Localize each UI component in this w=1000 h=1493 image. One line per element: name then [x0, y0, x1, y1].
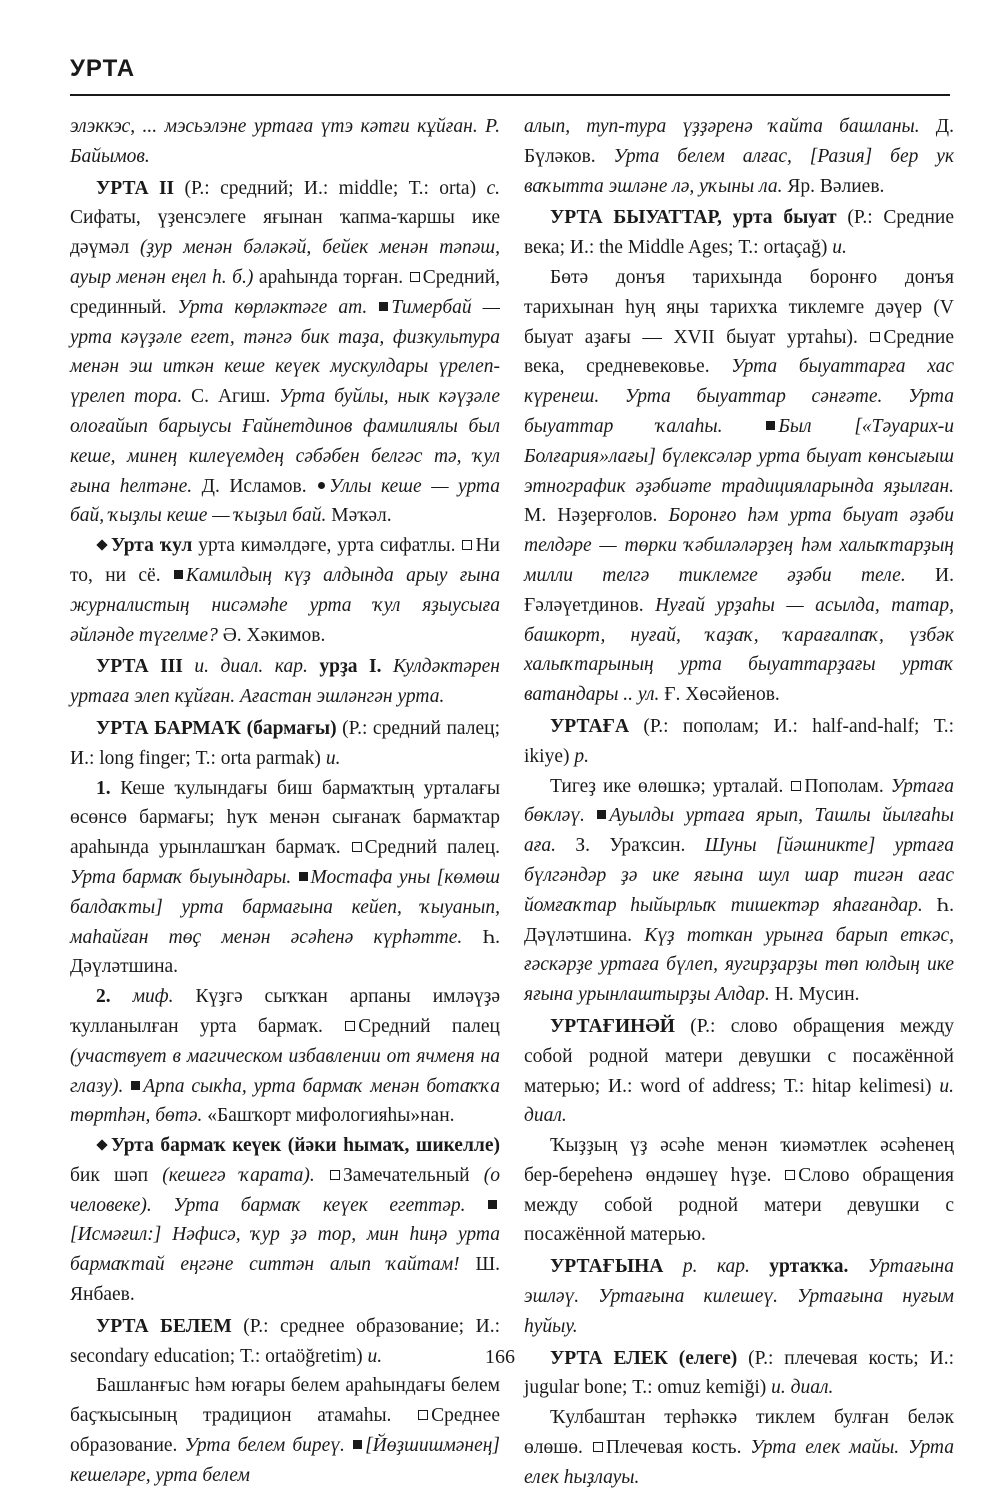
quote: Нуғай урҙаһы — асылда, татар, башкорт, нуғай, ҡаҙаҡ, ҡарағалпаҡ, үзбәк халыҡтарының урта быуаттарҙағы уртаҡ ватандары .. ул.	[524, 594, 955, 706]
quote-marker-icon	[766, 421, 775, 430]
example: Урта белем биреү.	[184, 1435, 353, 1457]
languages: (Р.: Средние века; И.: the Middle Ages; Т.: ortaçağ)	[524, 207, 955, 259]
author: Яр. Вәлиев.	[782, 175, 885, 197]
definition: Тигеҙ ике өлөшкә; урталай.	[550, 775, 791, 797]
definition: Ҡыҙҙың үҙ әсәһе менән ҡиәмәтлек әсәһенең бер-береһенә өндәшеү һүҙе.	[524, 1135, 954, 1186]
entry-continuation	[524, 112, 954, 201]
author: Ә. Хәкимов.	[217, 624, 326, 646]
quote-marker-icon	[379, 302, 388, 311]
definition: бик шәп	[70, 1164, 163, 1186]
quote: Был [«Тәуарих-и Болғария»лағы] бүлексәләр урта быуат көнсығыш этнографик әҙәбиәте традицияларында яҙылған.	[524, 415, 954, 497]
definition-paragraph	[524, 772, 954, 1010]
languages: (Р.: средний; И.: middle; Т.: orta)	[174, 177, 487, 199]
translation: Среднее образование.	[70, 1405, 500, 1457]
translation-marker-icon	[352, 842, 362, 852]
definition-note: (ҙур менән бәләкәй, бейек менән тәпәш, ауыр менән еңел һ. б.)	[70, 237, 500, 288]
translation-marker-icon	[345, 1021, 355, 1031]
translation: Замечательный	[342, 1164, 484, 1186]
headword: УРТА БЕЛЕМ	[96, 1315, 232, 1337]
example: Урта елек майы. Урта елек һыҙлауы.	[524, 1437, 955, 1488]
proverb-marker-icon	[318, 482, 325, 489]
quote: [Исмәғил:] Нәфисә, ҡур ҙә тор, мин һиңә урта бармаҡтай еңгәне ситтән алып ҡайтам!	[70, 1224, 500, 1276]
translation: Ни то, ни сё.	[70, 535, 500, 586]
example: Урта быуаттарға хас күренеш. Урта быуаттар сәнғәте. Урта быуаттар ҡалаһы.	[524, 356, 954, 437]
pos-label: и.	[325, 747, 341, 769]
translation-marker-icon	[410, 272, 420, 282]
quote: Ауылды уртаға ярып, Ташлы йылғаһы аға.	[524, 805, 954, 857]
quote-marker-icon	[299, 872, 308, 881]
proverb: Уллы кеше — урта бай, ҡыҙлы кеше — ҡыҙыл бай.	[70, 475, 501, 527]
definition: Кеше ҡулындағы биш бармаҡтың урталағы өсөнсө бармағы; һуҡ менән сығанаҡ бармаҡтар араһында урынлашҡан бармаҡ.	[70, 777, 500, 859]
translation-note: (о человеке).	[70, 1164, 500, 1216]
author: Һ. Дәүләтшина.	[524, 894, 954, 946]
author: И. Ғәләүетдинов.	[524, 564, 954, 616]
definition-tail: араһында торған.	[253, 266, 409, 288]
entry-urta-3	[70, 652, 500, 712]
quote: Тимербай — урта кәүҙәле егет, тәнгә бик таҙа, физкультура менән эш иткән кеше кеүек мускулдары үрелеп-үрелеп тора.	[70, 296, 501, 408]
definition-paragraph	[524, 1131, 954, 1250]
pos-label: и. диал. кар.	[182, 656, 320, 678]
definition-paragraph	[524, 263, 954, 710]
author: С. Агиш.	[182, 386, 280, 408]
author: Д. Бүләков.	[524, 116, 954, 167]
entry-urta-2	[70, 174, 500, 532]
author: З. Ураҡсин.	[555, 835, 705, 857]
sense-1	[70, 774, 500, 983]
headword: УРТАҒЫНА	[550, 1256, 664, 1278]
quote: Урта белем алғас, [Разия] бер ук ваҡытта эшләне лә, уҡыны ла.	[524, 145, 954, 197]
definition: Бөтә донъя тарихында боронғо донъя тарихынан һуң яңы тарихҡа тиклемге дәүер (V быуат аҙағы — XVII быуат уртаһы).	[524, 266, 954, 348]
headword: УРТА ЕЛЕК (елеге)	[550, 1347, 738, 1369]
headword: УРТАҒА	[550, 715, 630, 737]
right-column	[524, 112, 954, 1493]
headword: УРТА III	[96, 656, 183, 678]
headword: УРТАҒИНӘЙ	[550, 1015, 675, 1037]
source: «Башҡорт мифологияһы»нан.	[202, 1105, 455, 1127]
quote: [Йөҙшишмәнең] кешеләре, урта белем	[70, 1435, 501, 1486]
translation-marker-icon	[462, 540, 472, 550]
quote: Күҙ тоткан урынға барып еткәс, ғәскәрҙе уртаға бүлеп, яугирҙарҙы төп юлдың ике яғына урынлаштырҙы Алдар.	[524, 924, 954, 1006]
phrase-urta-kul	[70, 531, 500, 650]
author: Ғ. Хөсәйенов.	[659, 684, 780, 706]
translation-marker-icon	[791, 781, 801, 791]
sense-number: 2.	[96, 986, 111, 1008]
example: Уртаға бөкләү.	[524, 775, 954, 827]
translation-marker-icon	[330, 1170, 340, 1180]
translation: Средний палец	[358, 1015, 500, 1037]
translation-marker-icon	[785, 1170, 795, 1180]
quote-marker-icon	[174, 570, 183, 579]
definition-paragraph	[524, 1403, 954, 1492]
quote-marker-icon	[597, 810, 606, 819]
languages: (Р.: среднее образование; И.: secondary education; Т.: ortaöğretim)	[70, 1315, 500, 1367]
pos-label: и.	[367, 1345, 383, 1367]
author: Ш. Янбаев.	[70, 1254, 500, 1306]
languages: (Р.: пополам; И.: half-and-half; Т.: ikiye)	[524, 715, 954, 767]
entry-urtaginay	[524, 1012, 954, 1131]
quote-marker-icon	[353, 1440, 362, 1449]
translation-marker-icon	[418, 1410, 428, 1420]
pos-label: и. диал.	[771, 1377, 834, 1399]
definition: Сифаты, үҙенсэлеге яғынан ҡапма-ҡаршы ике дәүмәл	[70, 207, 500, 259]
pos-label: р.	[574, 745, 589, 767]
languages: (Р.: плечевая кость; И.: jugular bone; Т.: omuz kemiği)	[524, 1347, 954, 1399]
translation: Средние века, средневековье.	[524, 326, 954, 378]
entry-urta-byuattar	[524, 203, 954, 263]
sense-2	[70, 982, 500, 1131]
example: Урта бармаҡ кеүек егеттәр.	[173, 1194, 487, 1216]
proverb-source: Мәҡәл.	[326, 505, 392, 527]
author: Н. Мусин.	[769, 984, 860, 1006]
translation-marker-icon	[593, 1442, 603, 1452]
headword: УРТА БЫУАТТАР, урта быуат	[550, 207, 837, 229]
translation: Слово обращения между собой родной матери девушки с посажённой матерью.	[524, 1164, 954, 1246]
pos-label: и.	[832, 237, 847, 259]
author: Һ. Дәүләтшина.	[70, 926, 500, 978]
definition-paragraph	[70, 1371, 500, 1490]
left-column	[70, 112, 500, 1491]
page-number: 166	[485, 1346, 515, 1368]
cross-reference: уртаҡҡа.	[769, 1256, 849, 1278]
author: М. Нәҙерғолов.	[524, 505, 669, 527]
running-header: УРТА	[70, 55, 136, 82]
translation-note: (участвует в магическом избавлении от ячменя на глазу).	[70, 1045, 500, 1097]
phrase-urta-barmak-keuek	[70, 1131, 500, 1310]
header-rule	[70, 94, 950, 96]
usage-label: миф.	[110, 986, 174, 1008]
translation: Средний палец.	[364, 837, 501, 859]
headword: УРТА II	[96, 177, 175, 199]
entry-urta-barmak	[70, 714, 500, 774]
entry-urtagyna	[524, 1252, 954, 1341]
quote: Арпа сыкһа, урта бармаҡ менән ботаҡҡа төртһән, бөтә.	[70, 1075, 500, 1127]
definition-note: (кешегә ҡарата).	[162, 1164, 329, 1186]
author: Д. Исламов.	[192, 475, 317, 497]
translation: Плечевая кость.	[605, 1437, 751, 1459]
definition: Ҡулбаштан терһәккә тиклем булған беләк өлөшө.	[524, 1407, 954, 1459]
languages: (Р.: слово обращения между собой родной матери девушки с посажённой матерью; И.: word of address; Т.: hitap kelimesi)	[524, 1015, 954, 1097]
translation: Пополам.	[804, 775, 891, 797]
quote: Камилдың күҙ алдында арыу ғына журналистың нисәмәһе урта ҡул яҙыусыға әйләнде түгелме?	[70, 564, 500, 646]
quote: Шуны [йәшникте] уртаға бүлгәндәр ҙә ике яғына шул шар тигән ағас йомғаҡтар һыйырлыҡ тишектәр яһағандар.	[524, 835, 954, 916]
pos-label: с.	[486, 177, 500, 199]
definition: Башланғыс һәм юғары белем араһындағы белем баҫҡысының традицион атамаһы.	[70, 1375, 500, 1427]
example: Кулдәктәрен уртаға элеп кұйған. Ағастан эшләнгән урта.	[70, 656, 500, 708]
languages: (Р.: средний палец; И.: long finger; Т.: orta parmak)	[70, 717, 500, 769]
phrase-marker-icon	[96, 1139, 107, 1150]
phrase-marker-icon	[96, 539, 107, 550]
pos-label: и. диал.	[524, 1075, 954, 1127]
definition: урта кимәлдәге, урта сифатлы.	[192, 535, 462, 557]
definition: Күҙгә сыҡҡан арпаны имләүҙә ҡулланылған урта бармаҡ.	[70, 986, 500, 1037]
quote: Урта буйлы, нык кәүҙәле олоғайып барыусы Ғайнетдинов фамилиялы был кеше, минең килеүемдең сәбәбен белгәс тә, ҡул ғына һелтәне.	[70, 386, 500, 497]
entry-continuation: элэккэс, ... мэсьэлэне уртаға үтэ кәтғи кұйған. Р. Байымов.	[70, 116, 500, 167]
quote: Боронғо һәм урта быуат әҙәби телдәре — төрки ҡәбиләләрҙең һәм халыҡтарҙың милли телгә тиклемге әҙәби теле.	[524, 505, 954, 586]
example: Урта бармаҡ быуындары.	[70, 866, 298, 888]
cross-reference: урҙа I.	[319, 656, 382, 678]
quote-marker-icon	[488, 1200, 497, 1209]
example: Урта көрләктәге ат.	[177, 296, 379, 318]
example: Уртағына эшләү. Уртағына килешеү. Уртағына нуғым һуйыу.	[524, 1256, 954, 1337]
pos-label: р. кар.	[663, 1256, 770, 1278]
quote: Мостафа уны [көмөш балдаҡты] урта бармағына кейеп, ҡыуанып, маһайған төҫ менән әсәһенә күрһәтте.	[70, 866, 500, 948]
translation-marker-icon	[870, 332, 880, 342]
phrase: Урта ҡул	[111, 535, 193, 557]
quote: алып, туп-тура үҙҙәренә ҡайта башланы.	[524, 116, 920, 137]
sense-number: 1.	[96, 777, 111, 799]
quote-marker-icon	[131, 1081, 140, 1090]
translation: Средний, срединный.	[70, 266, 501, 318]
headword: УРТА БАРМАҠ (бармағы)	[96, 717, 337, 739]
entry-urtaga	[524, 712, 954, 772]
phrase: Урта бармаҡ кеүек (йәки һымаҡ, шикелле)	[111, 1135, 500, 1157]
